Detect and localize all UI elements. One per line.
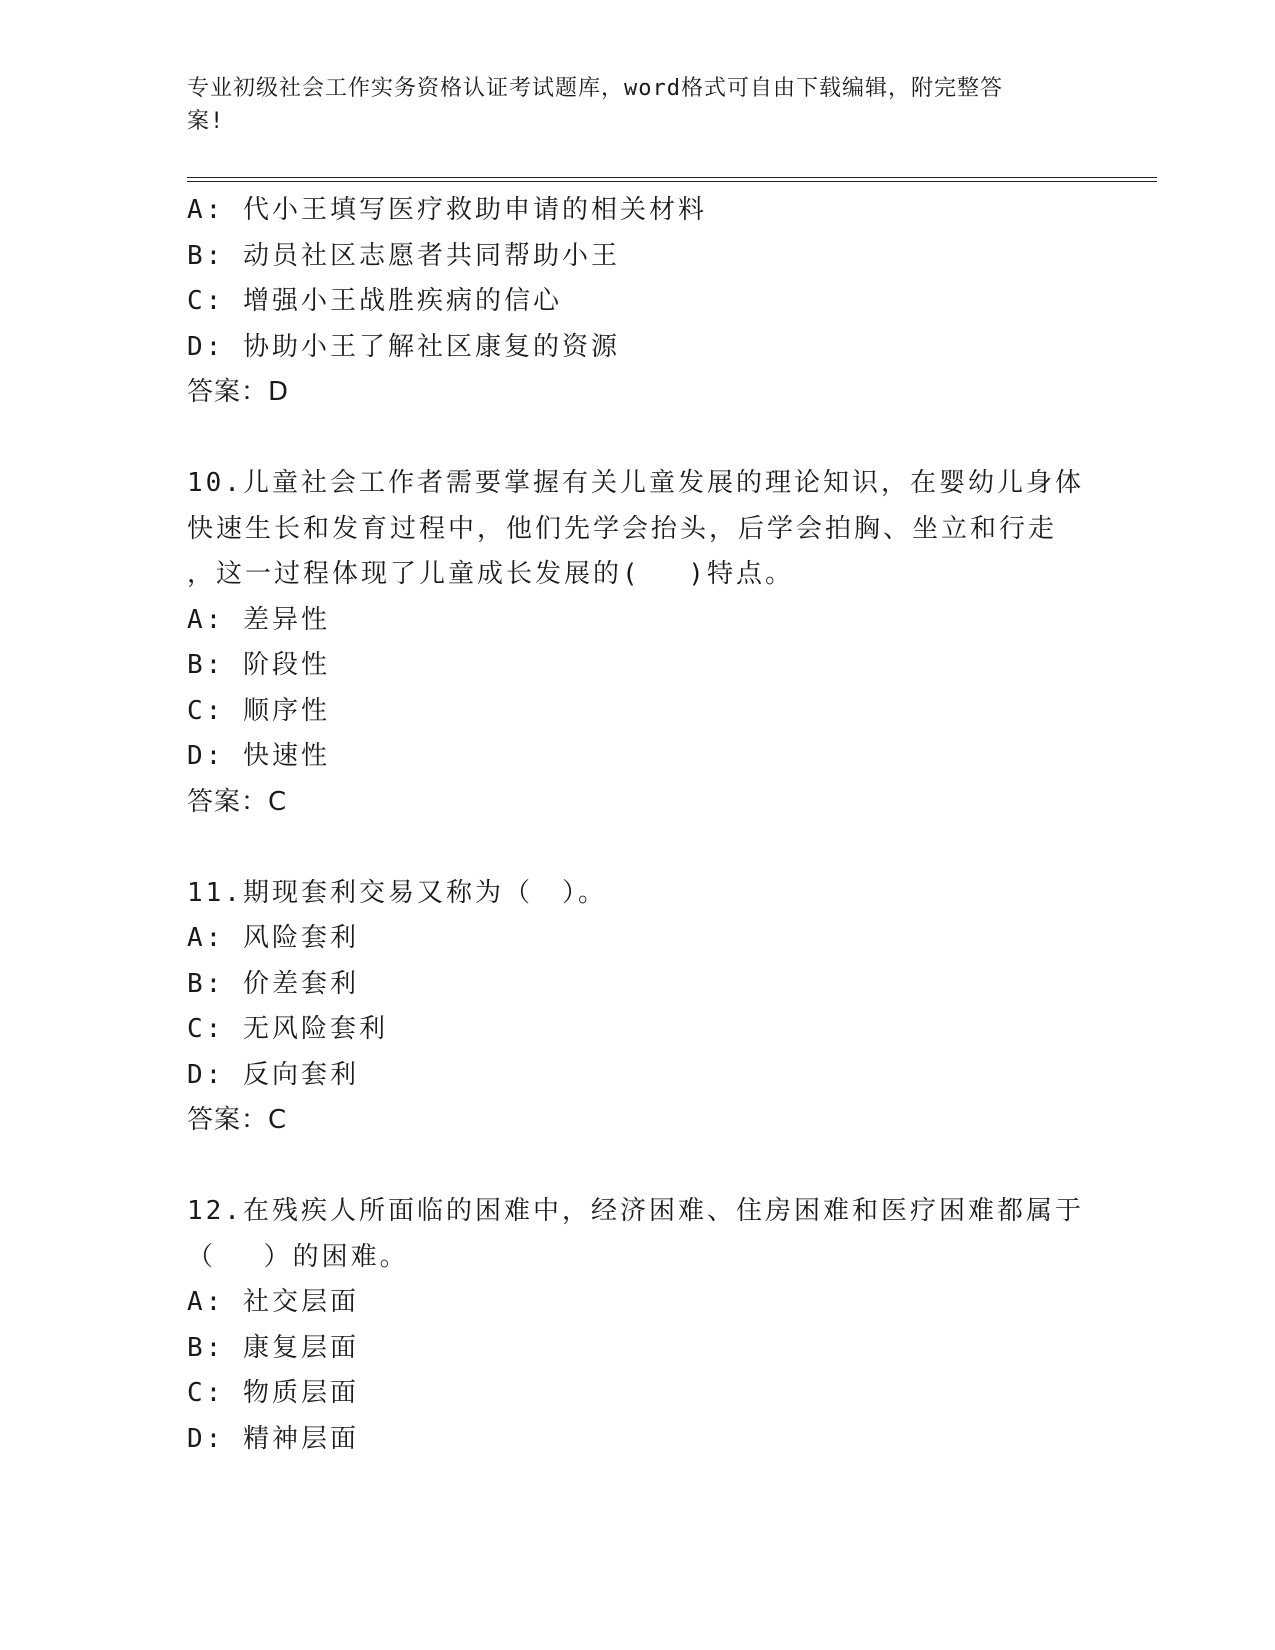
spacer bbox=[187, 1144, 1087, 1190]
question-list bbox=[187, 188, 1087, 1462]
question-9 bbox=[187, 188, 1087, 416]
option-d: D: 反向套利 bbox=[187, 1059, 359, 1090]
stem-line-2: 快速生长和发育过程中，他们先学会抬头，后学会拍胸、坐立和行走 bbox=[187, 513, 1058, 544]
header-double-rule bbox=[187, 177, 1157, 183]
option-d: D: 精神层面 bbox=[187, 1423, 359, 1454]
document-header bbox=[187, 72, 1087, 138]
option-c: C: 物质层面 bbox=[187, 1378, 359, 1408]
option-b: B: 康复层面 bbox=[187, 1332, 359, 1363]
header-line-1: 专业初级社会工作实务资格认证考试题库，word格式可自由下载编辑，附完整答 bbox=[187, 76, 1003, 101]
question-stem bbox=[187, 871, 1067, 917]
option-c: C: 顺序性 bbox=[187, 695, 330, 726]
stem-line-2: （ ）的困难。 bbox=[187, 1241, 409, 1272]
question-10 bbox=[187, 461, 1087, 825]
option-a: A: 社交层面 bbox=[187, 1287, 359, 1317]
question-12 bbox=[187, 1189, 1087, 1462]
option-a: A: 风险套利 bbox=[187, 923, 359, 953]
spacer bbox=[187, 416, 1087, 462]
option-d: D: 快速性 bbox=[187, 741, 330, 771]
spacer bbox=[187, 825, 1087, 871]
option-a: A: 代小王填写医疗救助申请的相关材料 bbox=[187, 195, 707, 225]
question-stem bbox=[187, 1189, 1084, 1280]
option-b: B: 价差套利 bbox=[187, 968, 359, 999]
question-11 bbox=[187, 871, 1087, 1144]
option-b: B: 阶段性 bbox=[187, 650, 330, 680]
stem-line-3: ，这一过程体现了儿童成长发展的( )特点。 bbox=[187, 559, 794, 589]
question-stem bbox=[187, 461, 1084, 598]
option-c: C: 无风险套利 bbox=[187, 1014, 388, 1044]
option-d: D: 协助小王了解社区康复的资源 bbox=[187, 331, 620, 362]
answer-label: 答案：C bbox=[187, 1105, 288, 1135]
rule-line-top bbox=[187, 177, 1157, 178]
header-line-2: 案! bbox=[187, 109, 225, 134]
answer-label: 答案：D bbox=[187, 377, 290, 407]
stem-line-1: 12.在残疾人所面临的困难中，经济困难、住房困难和医疗困难都属于 bbox=[187, 1196, 1084, 1226]
option-b: B: 动员社区志愿者共同帮助小王 bbox=[187, 240, 620, 271]
stem-line-1: 10.儿童社会工作者需要掌握有关儿童发展的理论知识，在婴幼儿身体 bbox=[187, 468, 1084, 498]
stem-line-1: 11.期现套利交易又称为（ ）。 bbox=[187, 877, 607, 908]
rule-line-bottom bbox=[187, 181, 1157, 182]
option-a: A: 差异性 bbox=[187, 604, 330, 635]
option-c: C: 增强小王战胜疾病的信心 bbox=[187, 286, 562, 316]
answer-label: 答案：C bbox=[187, 786, 288, 817]
